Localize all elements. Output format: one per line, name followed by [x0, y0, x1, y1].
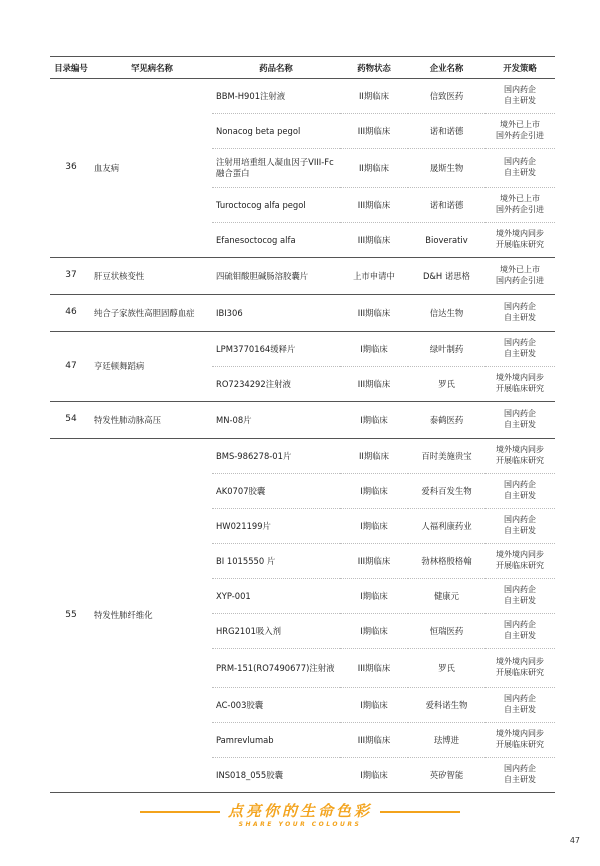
strategy-line: 国内药企 — [504, 620, 536, 630]
company-name: 泰鹤医药 — [408, 402, 485, 439]
drug-status: I期临床 — [340, 332, 408, 367]
drug-status: III期临床 — [340, 188, 408, 223]
drug-name: HW021199片 — [212, 509, 340, 544]
group-code: 47 — [50, 332, 92, 402]
drug-status: III期临床 — [340, 114, 408, 149]
drug-name: XYP-001 — [212, 579, 340, 614]
strategy-line: 境外境内同步 — [496, 657, 544, 667]
group-code: 55 — [50, 439, 92, 793]
drug-status: III期临床 — [340, 367, 408, 402]
development-strategy — [485, 188, 555, 223]
company-name: 恒瑞医药 — [408, 614, 485, 649]
drug-status: 上市申请中 — [340, 258, 408, 295]
company-name: Bioverativ — [408, 223, 485, 258]
strategy-line: 开展临床研究 — [496, 240, 544, 249]
drug-name: 注射用培重组人凝血因子VIII-Fc融合蛋白 — [212, 149, 340, 188]
development-strategy — [485, 439, 555, 474]
company-name: 英矽智能 — [408, 758, 485, 793]
strategy-line: 自主研发 — [504, 168, 536, 177]
group-code: 37 — [50, 258, 92, 295]
drug-status: III期临床 — [340, 223, 408, 258]
drug-name: BMS-986278-01片 — [212, 439, 340, 474]
strategy-line: 境外已上市 — [500, 265, 540, 275]
drug-name: Nonacog beta pegol — [212, 114, 340, 149]
strategy-line: 国内药企 — [504, 302, 536, 312]
drug-status: I期临床 — [340, 688, 408, 723]
strategy-line: 自主研发 — [504, 705, 536, 714]
company-name: 绿叶制药 — [408, 332, 485, 367]
company-name: 健康元 — [408, 579, 485, 614]
development-strategy — [485, 474, 555, 509]
table-top-rule — [50, 56, 555, 57]
strategy-line: 自主研发 — [504, 313, 536, 322]
group-disease: 特发性肺动脉高压 — [92, 402, 212, 439]
strategy-line: 自主研发 — [504, 775, 536, 784]
strategy-line: 国内药企 — [504, 338, 536, 348]
strategy-line: 开展临床研究 — [496, 668, 544, 677]
development-strategy — [485, 758, 555, 793]
drug-status: II期临床 — [340, 79, 408, 114]
group-disease: 特发性肺纤维化 — [92, 439, 212, 793]
table-body — [50, 79, 555, 793]
header-code: 目录编号 — [50, 58, 92, 79]
table-row — [50, 439, 555, 474]
drug-status: II期临床 — [340, 439, 408, 474]
table-row — [50, 332, 555, 367]
drug-name: 四硫钼酸胆碱肠溶胶囊片 — [212, 258, 340, 295]
drug-name: Turoctocog alfa pegol — [212, 188, 340, 223]
company-name: 珐博进 — [408, 723, 485, 758]
company-name: D&H 诺思格 — [408, 258, 485, 295]
company-name: 人福利康药业 — [408, 509, 485, 544]
drug-status: III期临床 — [340, 723, 408, 758]
development-strategy — [485, 295, 555, 332]
development-strategy — [485, 579, 555, 614]
development-strategy — [485, 258, 555, 295]
strategy-line: 国外药企引进 — [496, 131, 544, 140]
header-status: 药物状态 — [340, 58, 408, 79]
table-row — [50, 258, 555, 295]
group-code: 54 — [50, 402, 92, 439]
drug-name: IBI306 — [212, 295, 340, 332]
strategy-line: 境外境内同步 — [496, 550, 544, 560]
company-name: 罗氏 — [408, 649, 485, 688]
development-strategy — [485, 79, 555, 114]
development-strategy — [485, 223, 555, 258]
company-name: 晟斯生物 — [408, 149, 485, 188]
group-disease: 肝豆状核变性 — [92, 258, 212, 295]
header-strategy: 开发策略 — [485, 58, 555, 79]
company-name: 勃林格殷格翰 — [408, 544, 485, 579]
development-strategy — [485, 332, 555, 367]
strategy-line: 自主研发 — [504, 596, 536, 605]
drug-name: BI 1015550 片 — [212, 544, 340, 579]
strategy-line: 国外药企引进 — [496, 205, 544, 214]
strategy-line: 国内药企 — [504, 157, 536, 167]
group-code: 36 — [50, 79, 92, 258]
strategy-line: 境外境内同步 — [496, 445, 544, 455]
drug-name: Efanesoctocog alfa — [212, 223, 340, 258]
drug-name: HRG2101吸入剂 — [212, 614, 340, 649]
header-drug: 药品名称 — [212, 58, 340, 79]
header-company: 企业名称 — [408, 58, 485, 79]
strategy-line: 境外已上市 — [500, 194, 540, 204]
drug-name: MN-08片 — [212, 402, 340, 439]
company-name: 爱科诺生物 — [408, 688, 485, 723]
table-row — [50, 402, 555, 439]
drug-status: III期临床 — [340, 544, 408, 579]
drug-name: AC-003胶囊 — [212, 688, 340, 723]
strategy-line: 自主研发 — [504, 349, 536, 358]
slogan-text: 点亮你的生命色彩 — [220, 800, 380, 821]
page-number: 47 — [569, 836, 580, 845]
strategy-line: 自主研发 — [504, 420, 536, 429]
strategy-line: 国内药企 — [504, 409, 536, 419]
table-header-row — [50, 58, 555, 79]
drug-status: III期临床 — [340, 295, 408, 332]
strategy-line: 自主研发 — [504, 96, 536, 105]
drug-status: I期临床 — [340, 758, 408, 793]
drug-status: I期临床 — [340, 402, 408, 439]
strategy-line: 境外境内同步 — [496, 373, 544, 383]
drug-status: I期临床 — [340, 474, 408, 509]
development-strategy — [485, 367, 555, 402]
drug-name: INS018_055胶囊 — [212, 758, 340, 793]
strategy-line: 开展临床研究 — [496, 456, 544, 465]
strategy-line: 开展临床研究 — [496, 561, 544, 570]
drug-name: PRM-151(RO7490677)注射液 — [212, 649, 340, 688]
drug-name: BBM-H901注射液 — [212, 79, 340, 114]
development-strategy — [485, 649, 555, 688]
strategy-line: 国内药企 — [504, 694, 536, 704]
development-strategy — [485, 723, 555, 758]
development-strategy — [485, 544, 555, 579]
company-name: 爱科百发生物 — [408, 474, 485, 509]
group-disease: 亨廷顿舞蹈病 — [92, 332, 212, 402]
strategy-line: 开展临床研究 — [496, 384, 544, 393]
slogan-subtitle: SHARE YOUR COLOURS — [238, 821, 362, 828]
development-strategy — [485, 402, 555, 439]
strategy-line: 境外境内同步 — [496, 729, 544, 739]
strategy-line: 国内药企 — [504, 515, 536, 525]
drug-name: Pamrevlumab — [212, 723, 340, 758]
strategy-line: 国内药企 — [504, 585, 536, 595]
table-row — [50, 79, 555, 114]
table-row — [50, 295, 555, 332]
strategy-line: 境外境内同步 — [496, 229, 544, 239]
drug-status: I期临床 — [340, 614, 408, 649]
drug-name: LPM3770164缓释片 — [212, 332, 340, 367]
development-strategy — [485, 688, 555, 723]
strategy-line: 境外已上市 — [500, 120, 540, 130]
group-disease: 血友病 — [92, 79, 212, 258]
group-code: 46 — [50, 295, 92, 332]
strategy-line: 国内药企 — [504, 764, 536, 774]
strategy-line: 自主研发 — [504, 491, 536, 500]
strategy-line: 国内药企 — [504, 480, 536, 490]
footer-slogan — [0, 800, 600, 821]
development-strategy — [485, 114, 555, 149]
development-strategy — [485, 509, 555, 544]
strategy-line: 国内药企引进 — [496, 276, 544, 285]
drug-status: I期临床 — [340, 579, 408, 614]
development-strategy — [485, 614, 555, 649]
strategy-line: 自主研发 — [504, 631, 536, 640]
company-name: 诺和诺德 — [408, 114, 485, 149]
rare-disease-drug-table — [50, 58, 555, 793]
drug-name: AK0707胶囊 — [212, 474, 340, 509]
company-name: 信致医药 — [408, 79, 485, 114]
strategy-line: 国内药企 — [504, 85, 536, 95]
company-name: 信达生物 — [408, 295, 485, 332]
drug-status: II期临床 — [340, 149, 408, 188]
company-name: 罗氏 — [408, 367, 485, 402]
development-strategy — [485, 149, 555, 188]
group-disease: 纯合子家族性高胆固醇血症 — [92, 295, 212, 332]
drug-status: III期临床 — [340, 649, 408, 688]
drug-status: I期临床 — [340, 509, 408, 544]
drug-name: RO7234292注射液 — [212, 367, 340, 402]
strategy-line: 自主研发 — [504, 526, 536, 535]
company-name: 百时美施贵宝 — [408, 439, 485, 474]
company-name: 诺和诺德 — [408, 188, 485, 223]
header-disease: 罕见病名称 — [92, 58, 212, 79]
strategy-line: 开展临床研究 — [496, 740, 544, 749]
